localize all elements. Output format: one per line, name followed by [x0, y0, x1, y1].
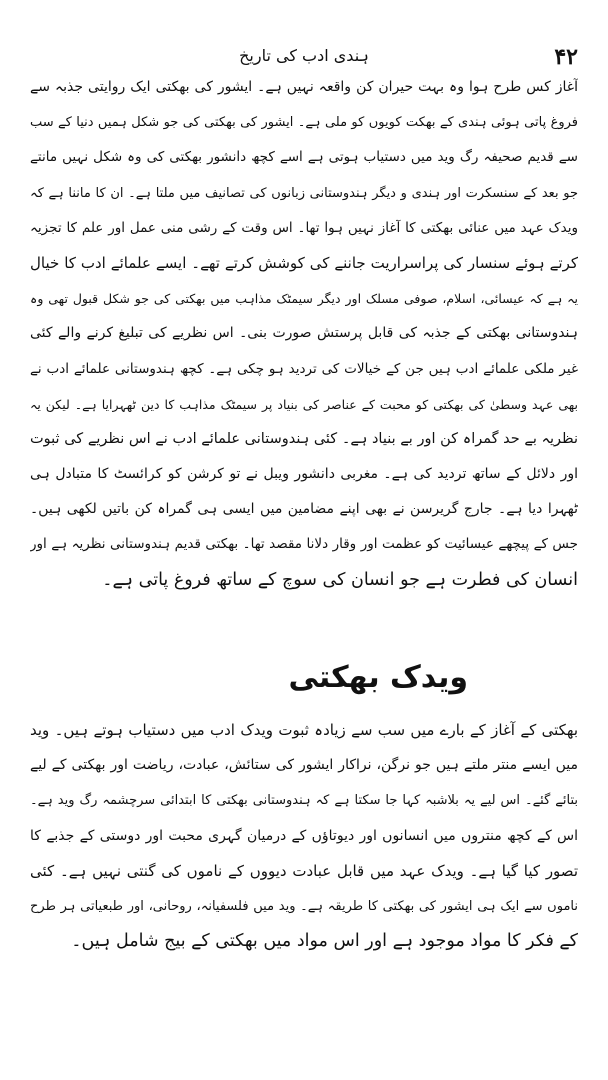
paragraph-line: کرتے ہوئے سنسار کی پراسراریت جاننے کی کوشش کرتے تھے۔ ایسے علمائے ادب کا خیال — [30, 253, 578, 272]
paragraph-line: ہندوستانی بھکتی کے جذبہ کی قابل پرستش صورت بنی۔ اس نظریے کی تبلیغ کرنے والے کئی — [30, 325, 578, 342]
page-number: ۴۲ — [554, 44, 578, 70]
paragraph-line: بتائے گئے۔ اس لیے یہ بلاشبہ کہا جا سکتا ہے کہ ہندوستانی بھکتی کا ابتدائی سرچشمہ رگ وید ہے۔ — [30, 793, 578, 809]
paragraph-line: ویدک عہد میں عنائی بھکتی کا آغاز نہیں ہوا تھا۔ اس وقت کے رشی منی عمل اور علم کا تجزیہ — [30, 219, 578, 236]
paragraph-line: اور دلائل کے ساتھ تردید کی ہے۔ مغربی دانشور ویبل نے تو کرشن کو کرائسٹ کا متبادل ہی — [30, 466, 578, 483]
paragraph-line: بھکتی کے آغاز کے بارے میں سب سے زیادہ ثبوت ویدک ادب میں دستیاب ہوتے ہیں۔ وید — [30, 721, 578, 739]
paragraph-2 — [30, 713, 578, 959]
paragraph-line: آغاز کس طرح ہوا وہ بہت حیران کن واقعہ نہیں ہے۔ ایشور کی بھکتی ایک روایتی جذبہ سے — [30, 79, 578, 95]
paragraph-line: بھی عہد وسطیٰ کی بھکتی کو محبت کے عناصر کی بنیاد پر سیمٹک مذاہب کا دین ٹھہرایا ہے۔ لیکن یہ — [30, 396, 578, 412]
paragraph-line: کے فکر کا مواد موجود ہے اور اس مواد میں بھکتی کے بیج شامل ہیں۔ — [71, 931, 578, 952]
paragraph-line: فروغ پاتی ہوئی ہندی کے بھکت کویوں کو ملی ہے۔ ایشور کی بھکتی کی جو شکل ہمیں دنیا کے سب — [30, 115, 578, 131]
paragraph-line: اس کے کچھ منتروں میں انسانوں اور دیوتاؤں کے درمیان گہری محبت اور دوستی کے جذبے کا — [30, 827, 578, 844]
paragraph-line: یہ ہے کہ عیسائی، اسلام، صوفی مسلک اور دیگر سیمٹک مذاہب میں بھکتی کی جو شکل قبول تھی وہ — [30, 291, 578, 307]
paragraph-line: ناموں سے ایک ہی ایشور کی بھکتی کا طریقہ ہے۔ وید میں فلسفیانہ، روحانی، اور طبعیاتی ہر طرح — [30, 898, 578, 914]
paragraph-line: جو بعد کے سنسکرت اور ہندی و دیگر ہندوستانی زبانوں کی تصانیف میں ملتا ہے۔ ان کا ماننا ہے کہ — [30, 185, 578, 201]
paragraph-line: تصور کیا گیا ہے۔ ویدک عہد میں قابل عبادت دیووں کے ناموں کی گنتی نہیں ہے۔ کئی — [30, 861, 578, 880]
section-heading: ویدک بھکتی — [288, 660, 468, 695]
paragraph-line: غیر ملکی علمائے ادب ہیں جن کے خیالات کی تردید ہو چکی ہے۔ کچھ ہندوستانی علمائے ادب نے — [30, 360, 578, 377]
paragraph-line: جس کے پیچھے عیسائیت کو عظمت اور وقار دلانا مقصد تھا۔ بھکتی قدیم ہندوستانی نظریہ ہے اور — [30, 536, 578, 553]
paragraph-line: نظریہ بے حد گمراہ کن اور بے بنیاد ہے۔ کئی ہندوستانی علمائے ادب نے اس نظریے کی ثبوت — [30, 430, 578, 447]
running-title: ہندی ادب کی تاریخ — [239, 46, 369, 65]
paragraph-line: ٹھہرا دیا ہے۔ جارج گریرسن نے بھی اپنے مضامین میں ایسی ہی گمراہ کن باتیں لکھی ہیں۔ — [30, 501, 578, 518]
paragraph-line: سے قدیم صحیفہ رگ وید میں دستیاب ہوتی ہے اسے کچھ دانشور بھکتی کی وہ شکل نہیں مانتے — [30, 149, 578, 166]
paragraph-1 — [30, 70, 578, 598]
paragraph-line: میں ایسے منتر ملتے ہیں جو نرگن، نراکار ایشور کی ستائش، عبادت، ریاضت اور بھکتی کے لیے — [30, 757, 578, 774]
paragraph-line: انسان کی فطرت ہے جو انسان کی سوچ کے ساتھ فروغ پاتی ہے۔ — [102, 569, 578, 590]
